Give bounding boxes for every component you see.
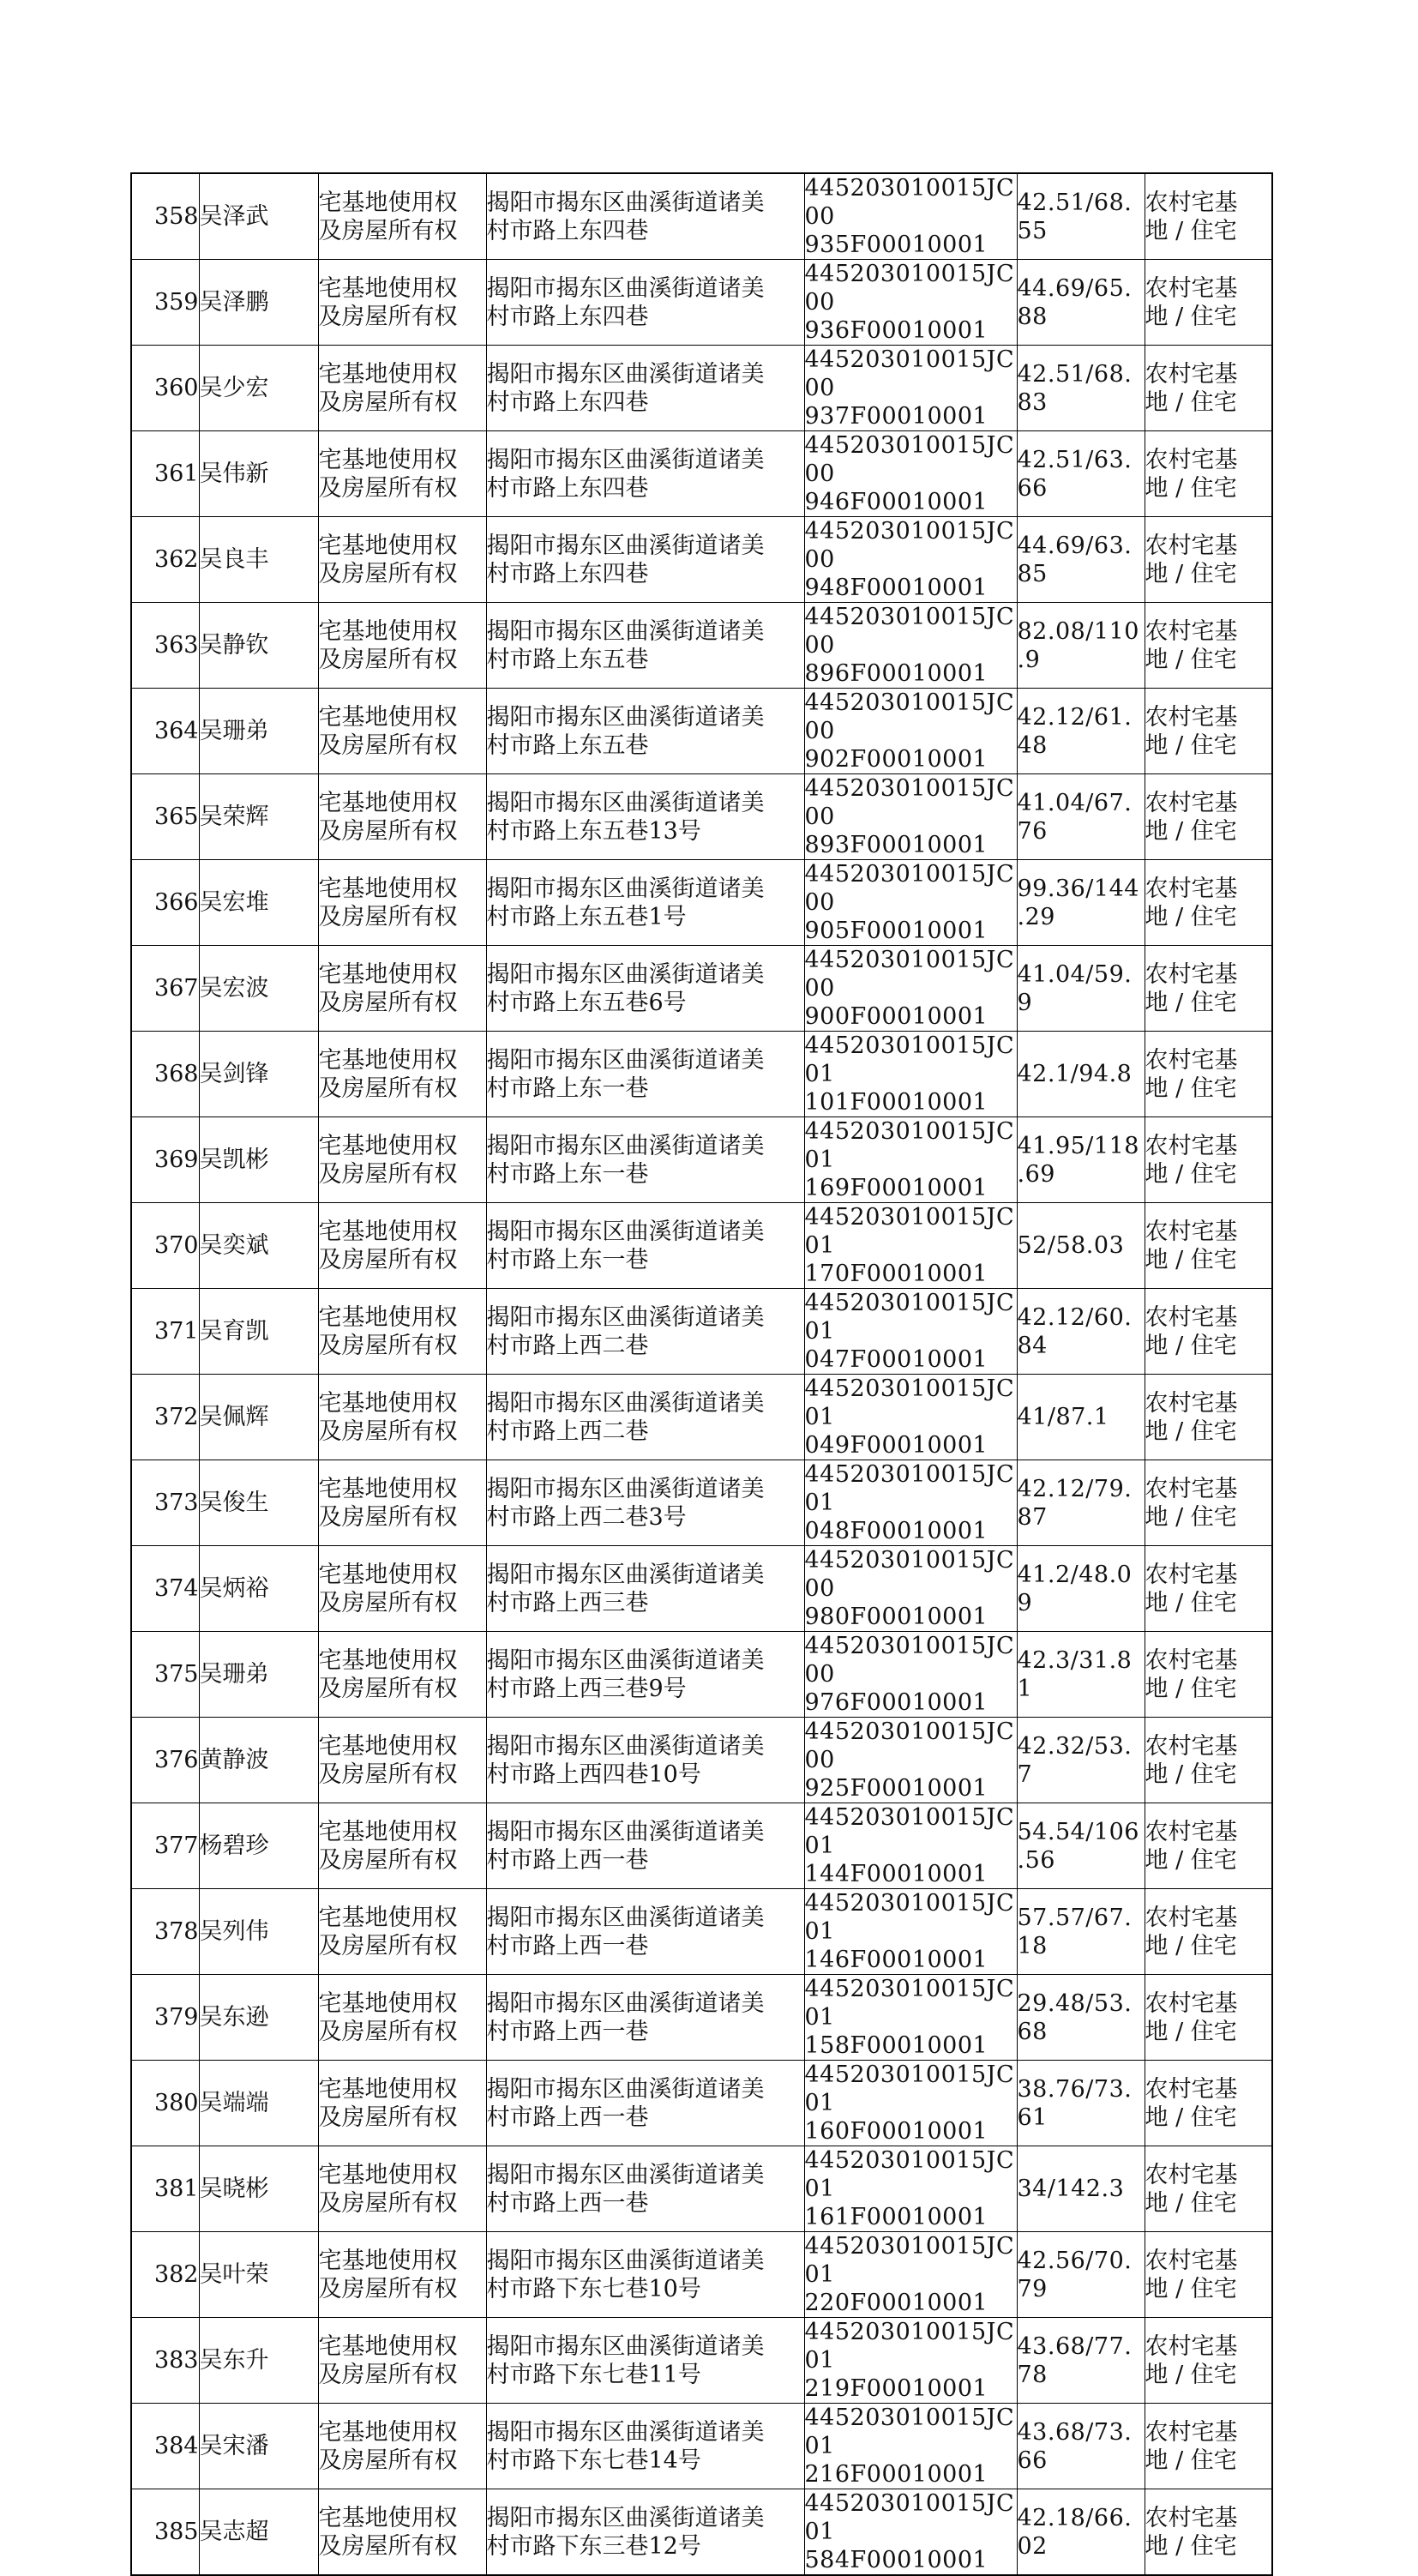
right-type-cell: 宅基地使用权 及房屋所有权 bbox=[318, 1203, 486, 1289]
row-number-cell: 369 bbox=[131, 1117, 199, 1203]
area-value-cell: 42.18/66. 02 bbox=[1017, 2489, 1145, 2576]
land-use-cell: 农村宅基 地 / 住宅 bbox=[1145, 1375, 1272, 1460]
unit-code-cell: 445203010015JC01 049F00010001 bbox=[804, 1375, 1017, 1460]
row-number-cell: 385 bbox=[131, 2489, 199, 2576]
unit-code-cell: 445203010015JC01 220F00010001 bbox=[804, 2232, 1017, 2318]
land-use-cell: 农村宅基 地 / 住宅 bbox=[1145, 946, 1272, 1032]
land-use-cell: 农村宅基 地 / 住宅 bbox=[1145, 1203, 1272, 1289]
owner-name-cell: 黄静波 bbox=[199, 1718, 318, 1803]
row-number-cell: 370 bbox=[131, 1203, 199, 1289]
row-number-cell: 378 bbox=[131, 1889, 199, 1975]
unit-code-cell: 445203010015JC00 905F00010001 bbox=[804, 860, 1017, 946]
owner-name-cell: 吴晓彬 bbox=[199, 2146, 318, 2232]
property-address-cell: 揭阳市揭东区曲溪街道诸美 村市路上东一巷 bbox=[486, 1032, 804, 1117]
land-use-cell: 农村宅基 地 / 住宅 bbox=[1145, 1975, 1272, 2061]
area-value-cell: 41.04/67. 76 bbox=[1017, 774, 1145, 860]
row-number-cell: 382 bbox=[131, 2232, 199, 2318]
land-use-cell: 农村宅基 地 / 住宅 bbox=[1145, 431, 1272, 517]
property-address-cell: 揭阳市揭东区曲溪街道诸美 村市路上西三巷9号 bbox=[486, 1632, 804, 1718]
right-type-cell: 宅基地使用权 及房屋所有权 bbox=[318, 603, 486, 689]
property-address-cell: 揭阳市揭东区曲溪街道诸美 村市路上西一巷 bbox=[486, 2146, 804, 2232]
unit-code-cell: 445203010015JC01 047F00010001 bbox=[804, 1289, 1017, 1375]
area-value-cell: 42.1/94.8 bbox=[1017, 1032, 1145, 1117]
area-value-cell: 38.76/73. 61 bbox=[1017, 2061, 1145, 2146]
owner-name-cell: 吴荣辉 bbox=[199, 774, 318, 860]
area-value-cell: 42.56/70. 79 bbox=[1017, 2232, 1145, 2318]
property-address-cell: 揭阳市揭东区曲溪街道诸美 村市路下东三巷12号 bbox=[486, 2489, 804, 2576]
unit-code-cell: 445203010015JC00 935F00010001 bbox=[804, 173, 1017, 260]
property-address-cell: 揭阳市揭东区曲溪街道诸美 村市路上东四巷 bbox=[486, 346, 804, 431]
table-row bbox=[131, 1803, 1272, 1889]
row-number-cell: 358 bbox=[131, 173, 199, 260]
unit-code-cell: 445203010015JC01 170F00010001 bbox=[804, 1203, 1017, 1289]
owner-name-cell: 吴宏堆 bbox=[199, 860, 318, 946]
table-row bbox=[131, 2318, 1272, 2404]
land-use-cell: 农村宅基 地 / 住宅 bbox=[1145, 2404, 1272, 2489]
row-number-cell: 363 bbox=[131, 603, 199, 689]
row-number-cell: 374 bbox=[131, 1546, 199, 1632]
land-use-cell: 农村宅基 地 / 住宅 bbox=[1145, 517, 1272, 603]
land-use-cell: 农村宅基 地 / 住宅 bbox=[1145, 1632, 1272, 1718]
area-value-cell: 42.51/68. 83 bbox=[1017, 346, 1145, 431]
row-number-cell: 383 bbox=[131, 2318, 199, 2404]
owner-name-cell: 吴育凯 bbox=[199, 1289, 318, 1375]
area-value-cell: 42.51/68. 55 bbox=[1017, 173, 1145, 260]
row-number-cell: 384 bbox=[131, 2404, 199, 2489]
land-use-cell: 农村宅基 地 / 住宅 bbox=[1145, 2318, 1272, 2404]
area-value-cell: 41.04/59. 9 bbox=[1017, 946, 1145, 1032]
owner-name-cell: 吴东升 bbox=[199, 2318, 318, 2404]
table-row bbox=[131, 1203, 1272, 1289]
area-value-cell: 29.48/53. 68 bbox=[1017, 1975, 1145, 2061]
row-number-cell: 360 bbox=[131, 346, 199, 431]
right-type-cell: 宅基地使用权 及房屋所有权 bbox=[318, 946, 486, 1032]
right-type-cell: 宅基地使用权 及房屋所有权 bbox=[318, 1718, 486, 1803]
land-use-cell: 农村宅基 地 / 住宅 bbox=[1145, 2232, 1272, 2318]
registry-table-body bbox=[131, 173, 1272, 2575]
unit-code-cell: 445203010015JC01 161F00010001 bbox=[804, 2146, 1017, 2232]
table-row bbox=[131, 689, 1272, 774]
row-number-cell: 371 bbox=[131, 1289, 199, 1375]
land-use-cell: 农村宅基 地 / 住宅 bbox=[1145, 2061, 1272, 2146]
property-address-cell: 揭阳市揭东区曲溪街道诸美 村市路下东七巷10号 bbox=[486, 2232, 804, 2318]
unit-code-cell: 445203010015JC01 584F00010001 bbox=[804, 2489, 1017, 2576]
land-use-cell: 农村宅基 地 / 住宅 bbox=[1145, 774, 1272, 860]
area-value-cell: 82.08/110 .9 bbox=[1017, 603, 1145, 689]
land-use-cell: 农村宅基 地 / 住宅 bbox=[1145, 346, 1272, 431]
right-type-cell: 宅基地使用权 及房屋所有权 bbox=[318, 1117, 486, 1203]
land-use-cell: 农村宅基 地 / 住宅 bbox=[1145, 2489, 1272, 2576]
row-number-cell: 381 bbox=[131, 2146, 199, 2232]
land-use-cell: 农村宅基 地 / 住宅 bbox=[1145, 1718, 1272, 1803]
property-address-cell: 揭阳市揭东区曲溪街道诸美 村市路下东七巷11号 bbox=[486, 2318, 804, 2404]
table-row bbox=[131, 2489, 1272, 2576]
row-number-cell: 373 bbox=[131, 1460, 199, 1546]
row-number-cell: 375 bbox=[131, 1632, 199, 1718]
unit-code-cell: 445203010015JC00 893F00010001 bbox=[804, 774, 1017, 860]
unit-code-cell: 445203010015JC01 144F00010001 bbox=[804, 1803, 1017, 1889]
right-type-cell: 宅基地使用权 及房屋所有权 bbox=[318, 2489, 486, 2576]
right-type-cell: 宅基地使用权 及房屋所有权 bbox=[318, 260, 486, 346]
owner-name-cell: 吴叶荣 bbox=[199, 2232, 318, 2318]
property-address-cell: 揭阳市揭东区曲溪街道诸美 村市路上西一巷 bbox=[486, 2061, 804, 2146]
unit-code-cell: 445203010015JC00 936F00010001 bbox=[804, 260, 1017, 346]
area-value-cell: 42.32/53. 7 bbox=[1017, 1718, 1145, 1803]
area-value-cell: 43.68/73. 66 bbox=[1017, 2404, 1145, 2489]
unit-code-cell: 445203010015JC01 158F00010001 bbox=[804, 1975, 1017, 2061]
unit-code-cell: 445203010015JC00 976F00010001 bbox=[804, 1632, 1017, 1718]
row-number-cell: 377 bbox=[131, 1803, 199, 1889]
table-row bbox=[131, 431, 1272, 517]
owner-name-cell: 吴珊弟 bbox=[199, 1632, 318, 1718]
table-row bbox=[131, 1975, 1272, 2061]
area-value-cell: 41.95/118 .69 bbox=[1017, 1117, 1145, 1203]
owner-name-cell: 吴宏波 bbox=[199, 946, 318, 1032]
property-address-cell: 揭阳市揭东区曲溪街道诸美 村市路上东一巷 bbox=[486, 1203, 804, 1289]
right-type-cell: 宅基地使用权 及房屋所有权 bbox=[318, 346, 486, 431]
owner-name-cell: 吴炳裕 bbox=[199, 1546, 318, 1632]
property-address-cell: 揭阳市揭东区曲溪街道诸美 村市路上东四巷 bbox=[486, 173, 804, 260]
property-address-cell: 揭阳市揭东区曲溪街道诸美 村市路上西一巷 bbox=[486, 1803, 804, 1889]
table-row bbox=[131, 2404, 1272, 2489]
area-value-cell: 44.69/65. 88 bbox=[1017, 260, 1145, 346]
table-row bbox=[131, 1460, 1272, 1546]
right-type-cell: 宅基地使用权 及房屋所有权 bbox=[318, 1032, 486, 1117]
unit-code-cell: 445203010015JC00 980F00010001 bbox=[804, 1546, 1017, 1632]
area-value-cell: 42.51/63. 66 bbox=[1017, 431, 1145, 517]
area-value-cell: 57.57/67. 18 bbox=[1017, 1889, 1145, 1975]
right-type-cell: 宅基地使用权 及房屋所有权 bbox=[318, 1889, 486, 1975]
table-row bbox=[131, 1546, 1272, 1632]
right-type-cell: 宅基地使用权 及房屋所有权 bbox=[318, 1803, 486, 1889]
right-type-cell: 宅基地使用权 及房屋所有权 bbox=[318, 1289, 486, 1375]
property-address-cell: 揭阳市揭东区曲溪街道诸美 村市路上西一巷 bbox=[486, 1975, 804, 2061]
owner-name-cell: 吴端端 bbox=[199, 2061, 318, 2146]
unit-code-cell: 445203010015JC00 900F00010001 bbox=[804, 946, 1017, 1032]
owner-name-cell: 吴列伟 bbox=[199, 1889, 318, 1975]
row-number-cell: 379 bbox=[131, 1975, 199, 2061]
land-use-cell: 农村宅基 地 / 住宅 bbox=[1145, 603, 1272, 689]
owner-name-cell: 吴宋潘 bbox=[199, 2404, 318, 2489]
property-address-cell: 揭阳市揭东区曲溪街道诸美 村市路上东五巷13号 bbox=[486, 774, 804, 860]
property-address-cell: 揭阳市揭东区曲溪街道诸美 村市路上西二巷 bbox=[486, 1289, 804, 1375]
table-row bbox=[131, 774, 1272, 860]
owner-name-cell: 吴少宏 bbox=[199, 346, 318, 431]
row-number-cell: 366 bbox=[131, 860, 199, 946]
owner-name-cell: 吴静钦 bbox=[199, 603, 318, 689]
land-use-cell: 农村宅基 地 / 住宅 bbox=[1145, 260, 1272, 346]
property-address-cell: 揭阳市揭东区曲溪街道诸美 村市路上东五巷1号 bbox=[486, 860, 804, 946]
table-row bbox=[131, 260, 1272, 346]
land-use-cell: 农村宅基 地 / 住宅 bbox=[1145, 689, 1272, 774]
owner-name-cell: 吴伟新 bbox=[199, 431, 318, 517]
property-address-cell: 揭阳市揭东区曲溪街道诸美 村市路下东七巷14号 bbox=[486, 2404, 804, 2489]
right-type-cell: 宅基地使用权 及房屋所有权 bbox=[318, 689, 486, 774]
property-address-cell: 揭阳市揭东区曲溪街道诸美 村市路上西二巷3号 bbox=[486, 1460, 804, 1546]
row-number-cell: 361 bbox=[131, 431, 199, 517]
right-type-cell: 宅基地使用权 及房屋所有权 bbox=[318, 2146, 486, 2232]
table-row bbox=[131, 860, 1272, 946]
area-value-cell: 42.12/61. 48 bbox=[1017, 689, 1145, 774]
row-number-cell: 376 bbox=[131, 1718, 199, 1803]
table-row bbox=[131, 2232, 1272, 2318]
row-number-cell: 367 bbox=[131, 946, 199, 1032]
owner-name-cell: 吴珊弟 bbox=[199, 689, 318, 774]
area-value-cell: 34/142.3 bbox=[1017, 2146, 1145, 2232]
unit-code-cell: 445203010015JC00 937F00010001 bbox=[804, 346, 1017, 431]
property-address-cell: 揭阳市揭东区曲溪街道诸美 村市路上西一巷 bbox=[486, 1889, 804, 1975]
right-type-cell: 宅基地使用权 及房屋所有权 bbox=[318, 517, 486, 603]
land-use-cell: 农村宅基 地 / 住宅 bbox=[1145, 1289, 1272, 1375]
owner-name-cell: 吴泽武 bbox=[199, 173, 318, 260]
owner-name-cell: 吴俊生 bbox=[199, 1460, 318, 1546]
property-address-cell: 揭阳市揭东区曲溪街道诸美 村市路上东四巷 bbox=[486, 431, 804, 517]
row-number-cell: 380 bbox=[131, 2061, 199, 2146]
row-number-cell: 364 bbox=[131, 689, 199, 774]
land-use-cell: 农村宅基 地 / 住宅 bbox=[1145, 1803, 1272, 1889]
row-number-cell: 359 bbox=[131, 260, 199, 346]
owner-name-cell: 吴良丰 bbox=[199, 517, 318, 603]
right-type-cell: 宅基地使用权 及房屋所有权 bbox=[318, 2404, 486, 2489]
right-type-cell: 宅基地使用权 及房屋所有权 bbox=[318, 1375, 486, 1460]
unit-code-cell: 445203010015JC00 946F00010001 bbox=[804, 431, 1017, 517]
property-address-cell: 揭阳市揭东区曲溪街道诸美 村市路上东四巷 bbox=[486, 260, 804, 346]
right-type-cell: 宅基地使用权 及房屋所有权 bbox=[318, 1632, 486, 1718]
area-value-cell: 42.12/60. 84 bbox=[1017, 1289, 1145, 1375]
land-use-cell: 农村宅基 地 / 住宅 bbox=[1145, 1032, 1272, 1117]
row-number-cell: 362 bbox=[131, 517, 199, 603]
unit-code-cell: 445203010015JC01 048F00010001 bbox=[804, 1460, 1017, 1546]
owner-name-cell: 吴佩辉 bbox=[199, 1375, 318, 1460]
area-value-cell: 52/58.03 bbox=[1017, 1203, 1145, 1289]
unit-code-cell: 445203010015JC01 146F00010001 bbox=[804, 1889, 1017, 1975]
table-row bbox=[131, 1375, 1272, 1460]
area-value-cell: 54.54/106 .56 bbox=[1017, 1803, 1145, 1889]
area-value-cell: 99.36/144 .29 bbox=[1017, 860, 1145, 946]
property-address-cell: 揭阳市揭东区曲溪街道诸美 村市路上西二巷 bbox=[486, 1375, 804, 1460]
right-type-cell: 宅基地使用权 及房屋所有权 bbox=[318, 431, 486, 517]
unit-code-cell: 445203010015JC01 169F00010001 bbox=[804, 1117, 1017, 1203]
property-address-cell: 揭阳市揭东区曲溪街道诸美 村市路上西三巷 bbox=[486, 1546, 804, 1632]
table-row bbox=[131, 1289, 1272, 1375]
land-use-cell: 农村宅基 地 / 住宅 bbox=[1145, 173, 1272, 260]
property-address-cell: 揭阳市揭东区曲溪街道诸美 村市路上西四巷10号 bbox=[486, 1718, 804, 1803]
land-use-cell: 农村宅基 地 / 住宅 bbox=[1145, 1889, 1272, 1975]
owner-name-cell: 杨碧珍 bbox=[199, 1803, 318, 1889]
area-value-cell: 41/87.1 bbox=[1017, 1375, 1145, 1460]
owner-name-cell: 吴奕斌 bbox=[199, 1203, 318, 1289]
right-type-cell: 宅基地使用权 及房屋所有权 bbox=[318, 173, 486, 260]
owner-name-cell: 吴剑锋 bbox=[199, 1032, 318, 1117]
table-row bbox=[131, 1117, 1272, 1203]
table-row bbox=[131, 946, 1272, 1032]
property-address-cell: 揭阳市揭东区曲溪街道诸美 村市路上东五巷 bbox=[486, 689, 804, 774]
property-address-cell: 揭阳市揭东区曲溪街道诸美 村市路上东五巷 bbox=[486, 603, 804, 689]
right-type-cell: 宅基地使用权 及房屋所有权 bbox=[318, 1546, 486, 1632]
owner-name-cell: 吴泽鹏 bbox=[199, 260, 318, 346]
unit-code-cell: 445203010015JC01 160F00010001 bbox=[804, 2061, 1017, 2146]
right-type-cell: 宅基地使用权 及房屋所有权 bbox=[318, 1460, 486, 1546]
land-use-cell: 农村宅基 地 / 住宅 bbox=[1145, 1117, 1272, 1203]
right-type-cell: 宅基地使用权 及房屋所有权 bbox=[318, 2318, 486, 2404]
land-use-cell: 农村宅基 地 / 住宅 bbox=[1145, 2146, 1272, 2232]
table-row bbox=[131, 173, 1272, 260]
row-number-cell: 368 bbox=[131, 1032, 199, 1117]
right-type-cell: 宅基地使用权 及房屋所有权 bbox=[318, 2061, 486, 2146]
area-value-cell: 42.12/79. 87 bbox=[1017, 1460, 1145, 1546]
table-row bbox=[131, 1718, 1272, 1803]
unit-code-cell: 445203010015JC00 896F00010001 bbox=[804, 603, 1017, 689]
table-row bbox=[131, 1889, 1272, 1975]
table-row bbox=[131, 603, 1272, 689]
right-type-cell: 宅基地使用权 及房屋所有权 bbox=[318, 1975, 486, 2061]
owner-name-cell: 吴凯彬 bbox=[199, 1117, 318, 1203]
table-row bbox=[131, 1632, 1272, 1718]
owner-name-cell: 吴东逊 bbox=[199, 1975, 318, 2061]
property-address-cell: 揭阳市揭东区曲溪街道诸美 村市路上东一巷 bbox=[486, 1117, 804, 1203]
unit-code-cell: 445203010015JC01 219F00010001 bbox=[804, 2318, 1017, 2404]
area-value-cell: 42.3/31.8 1 bbox=[1017, 1632, 1145, 1718]
row-number-cell: 372 bbox=[131, 1375, 199, 1460]
area-value-cell: 43.68/77. 78 bbox=[1017, 2318, 1145, 2404]
table-row bbox=[131, 517, 1272, 603]
unit-code-cell: 445203010015JC01 101F00010001 bbox=[804, 1032, 1017, 1117]
property-address-cell: 揭阳市揭东区曲溪街道诸美 村市路上东五巷6号 bbox=[486, 946, 804, 1032]
table-row bbox=[131, 1032, 1272, 1117]
land-use-cell: 农村宅基 地 / 住宅 bbox=[1145, 860, 1272, 946]
unit-code-cell: 445203010015JC00 902F00010001 bbox=[804, 689, 1017, 774]
registry-table bbox=[130, 172, 1273, 2576]
table-row bbox=[131, 346, 1272, 431]
unit-code-cell: 445203010015JC00 925F00010001 bbox=[804, 1718, 1017, 1803]
right-type-cell: 宅基地使用权 及房屋所有权 bbox=[318, 774, 486, 860]
land-use-cell: 农村宅基 地 / 住宅 bbox=[1145, 1460, 1272, 1546]
property-address-cell: 揭阳市揭东区曲溪街道诸美 村市路上东四巷 bbox=[486, 517, 804, 603]
land-use-cell: 农村宅基 地 / 住宅 bbox=[1145, 1546, 1272, 1632]
right-type-cell: 宅基地使用权 及房屋所有权 bbox=[318, 2232, 486, 2318]
row-number-cell: 365 bbox=[131, 774, 199, 860]
table-row bbox=[131, 2146, 1272, 2232]
unit-code-cell: 445203010015JC00 948F00010001 bbox=[804, 517, 1017, 603]
right-type-cell: 宅基地使用权 及房屋所有权 bbox=[318, 860, 486, 946]
area-value-cell: 41.2/48.0 9 bbox=[1017, 1546, 1145, 1632]
unit-code-cell: 445203010015JC01 216F00010001 bbox=[804, 2404, 1017, 2489]
table-row bbox=[131, 2061, 1272, 2146]
owner-name-cell: 吴志超 bbox=[199, 2489, 318, 2576]
area-value-cell: 44.69/63. 85 bbox=[1017, 517, 1145, 603]
